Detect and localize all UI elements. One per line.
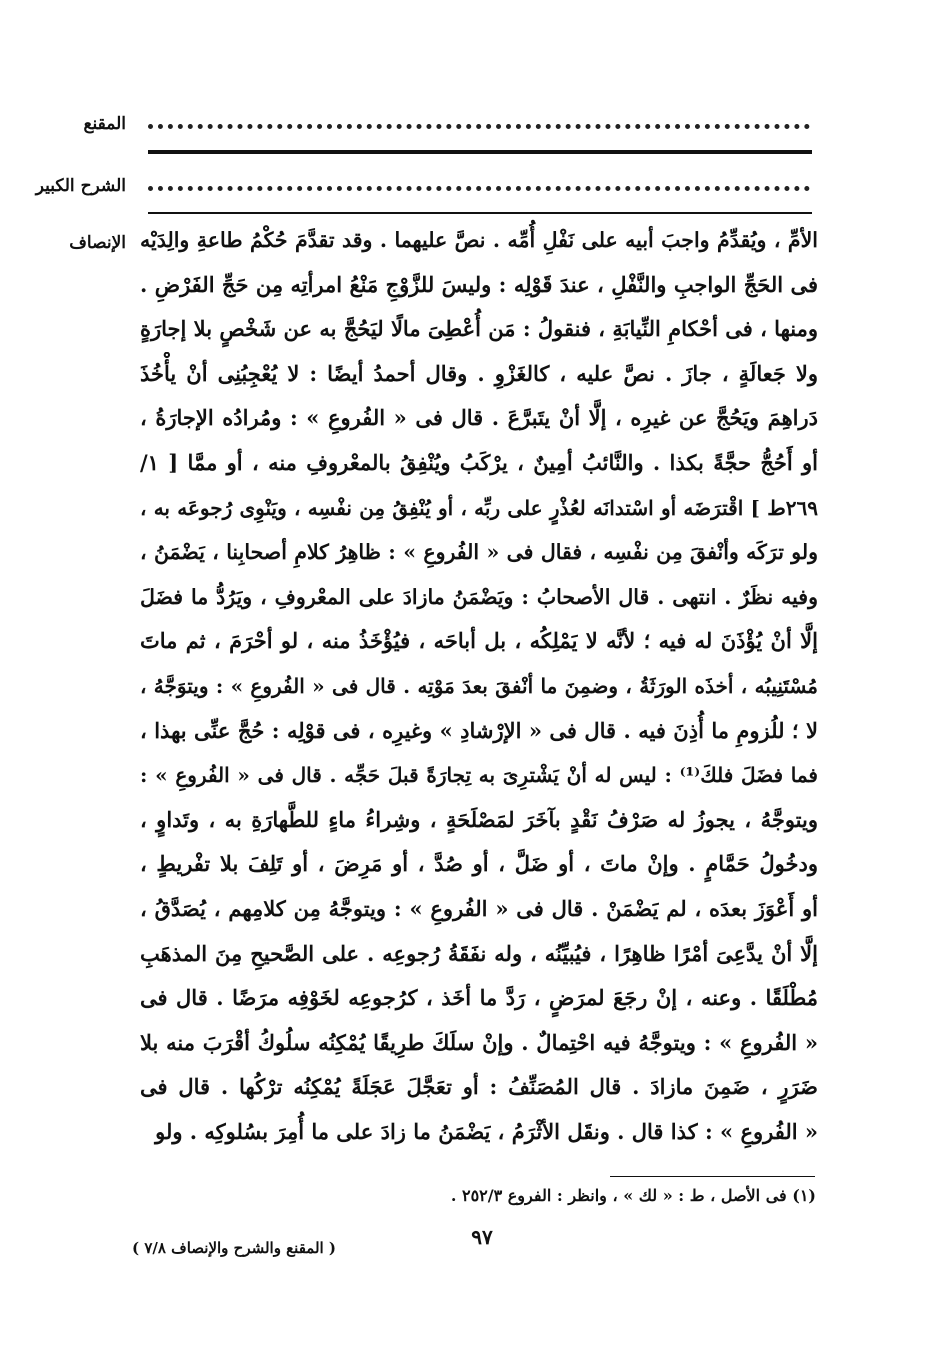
text-line: « الفُروعِ » : ويتوجَّهُ فيه احْتِمالٌ . وإنْ سلَكَ طرِيقًا يُمْكِنُه سلُوكُ أقْرَبَ منه بلا: [140, 1029, 818, 1055]
text-line: ولا جَعالَةٍ ، جازَ . نصَّ عليه ، كالغَزْوِ . وقال أحمدُ أيضًا : لا يُعْجِبُنِى أنْ يأْخُذَ: [140, 360, 818, 386]
text-line: وفيه نظَرٌ . انتهى . قال الأصحابُ : ويَضْمَنُ مازادَ على المعْروفِ ، ويَرُدُّ ما فضَلَ: [140, 584, 818, 609]
footnote: (١) فى الأصل ، ط : « لك » ، وانظر : الفروع ٢٥٢/٣ .: [450, 1186, 816, 1205]
footnote-divider: [610, 1176, 815, 1177]
text-line: مُطْلَقًا . وعنه ، إنْ رجَعَ لمرَضٍ ، رَدَّ ما أخَذ ، كرُجوعِه لخَوْفِه مرَضًا . قال فى: [140, 985, 818, 1011]
label-insaf: الإنصاف: [69, 233, 126, 253]
label-sharh: الشرح الكبير: [35, 176, 126, 196]
page-number: ٩٧: [471, 1225, 493, 1249]
text-line: ومنها ، فى أحْكامِ النِّيابَةِ ، فنقولُ : مَن أُعْطِىَ مالًا ليَحُجَّ به عن شَخْصٍ بلا إجارَةٍ: [140, 316, 818, 342]
text-line: فما فضَلَ فلكَ⁽¹⁾ : ليس له أنْ يَشْترِىَ به تِجارَةً قبلَ حَجِّه . قال فى « الفُروعِ » :: [140, 763, 818, 788]
text-line: إلَّا أنْ يدَّعِىَ أمْرًا ظاهِرًا ، فيُبيِّنُه ، وله نفَقَةُ رُجوعِه . على الصَّحيحِ مِنَ المذهَبِ: [140, 940, 818, 966]
text-line: ولو ترَكَه وأنْفقَ مِن نفْسِه ، فقال فى « الفُروعِ » : ظاهِرُ كلامِ أصحابِنا ، يَضْمَنُ ،: [140, 540, 818, 565]
text-line: ويتوجَّهُ ، يجوزُ له صَرْفُ نَقْدٍ بآخَرَ لمَصْلَحَةٍ ، وشِراءُ ماءٍ للطَّهارَةِ به ، وتَداوٍ ،: [140, 806, 818, 832]
insaf-body-text: [140, 218, 818, 1154]
divider-thick: [148, 150, 812, 154]
label-muqni: المقنع: [83, 114, 126, 134]
text-line: مُسْتَنِيبُه ، أخذَه الورَثَةُ ، وضمِنَ ما أنْفقَ بعدَ مَوْتِه . قال فى « الفُروعِ » : ويتوَجَّهُ ،: [140, 673, 818, 698]
text-line: دَراهِمَ ويَحُجَّ عن غيرِه ، إلَّا أنْ يتَبرَّعَ . قال فى « الفُروعِ » : ومُرادُه الإجارَةُ ،: [140, 405, 818, 431]
sharh-dotted-line: [148, 186, 810, 191]
text-line: الأمِّ ، ويُقدِّمُ واجبَ أبيه على نَفْلِ أُمِّه . نصَّ عليهما . وقد تقدَّمَ حُكْمُ طاعةِ والِدَيْه: [140, 228, 818, 252]
text-line: ودخُولُ حَمَّامٍ . وإنْ ماتَ ، أو ضَلَّ ، أو صُدَّ ، أو مَرِضَ ، أو تَلِفَ بلا تفْريطٍ ،: [140, 851, 818, 877]
text-line: فى الحَجِّ الواجبِ والنَّفْلِ ، عندَ قَوْلِه : وليسَ للزَّوْجِ مَنْعُ امرأتِه مِن حَجِّ الفَرْضِ .: [140, 271, 818, 297]
muqni-dotted-line: [148, 124, 810, 129]
text-line: « الفُروعِ » : كذا قال . ونقَل الأثْرَمُ ، يَضْمَنُ ما زادَ على ما أُمِرَ بسُلوكِه . ولو: [155, 1118, 818, 1144]
text-line: أو أَعْوَزَ بعدَه ، لم يَضْمَنْ . قال فى « الفُروعِ » : ويتوجَّهُ مِن كلامِهم ، يُصَدَّقُ ،: [140, 895, 818, 921]
divider-thin: [148, 212, 812, 214]
print-signature: ( المقنع والشرح والإنصاف ٧/٨ ): [132, 1239, 337, 1257]
text-line: لا ؛ للُزومِ ما أُذِنَ فيه . قال فى « الإرْشادِ » وغيرِه ، فى قوْلِه : حُجَّ عنِّى بهذا ،: [140, 717, 818, 743]
text-line: أو أَحُجُّ حجَّةً بكذا . والنَّائبُ أمِينٌ ، يرْكَبُ ويُنْفِقُ بالمعْروفِ منه ، أو ممَّا [ ١/: [140, 449, 818, 475]
text-line: ضَرَرٍ ، ضَمِنَ مازادَ . قال المُصَنِّفُ : أو تعَجَّلَ عَجَلَةً يُمْكِنُه ترْكُها . قال فى: [140, 1074, 818, 1100]
text-line: إلَّا أنْ يُؤْذَنَ له فيه ؛ لأنَّه لا يَمْلِكُه ، بل أباحَه ، فيُؤْخَذُ منه ، لو أحْرَمَ ، ثم ماتَ: [140, 628, 818, 654]
text-line: ٢٦٩ط ] اقْترَضَه أو اسْتدانَه لعُذْرٍ على ربِّه ، أو يُنْفِقُ مِن نفْسِه ، ويَنْوِى رُجوعَه به ،: [140, 495, 818, 520]
